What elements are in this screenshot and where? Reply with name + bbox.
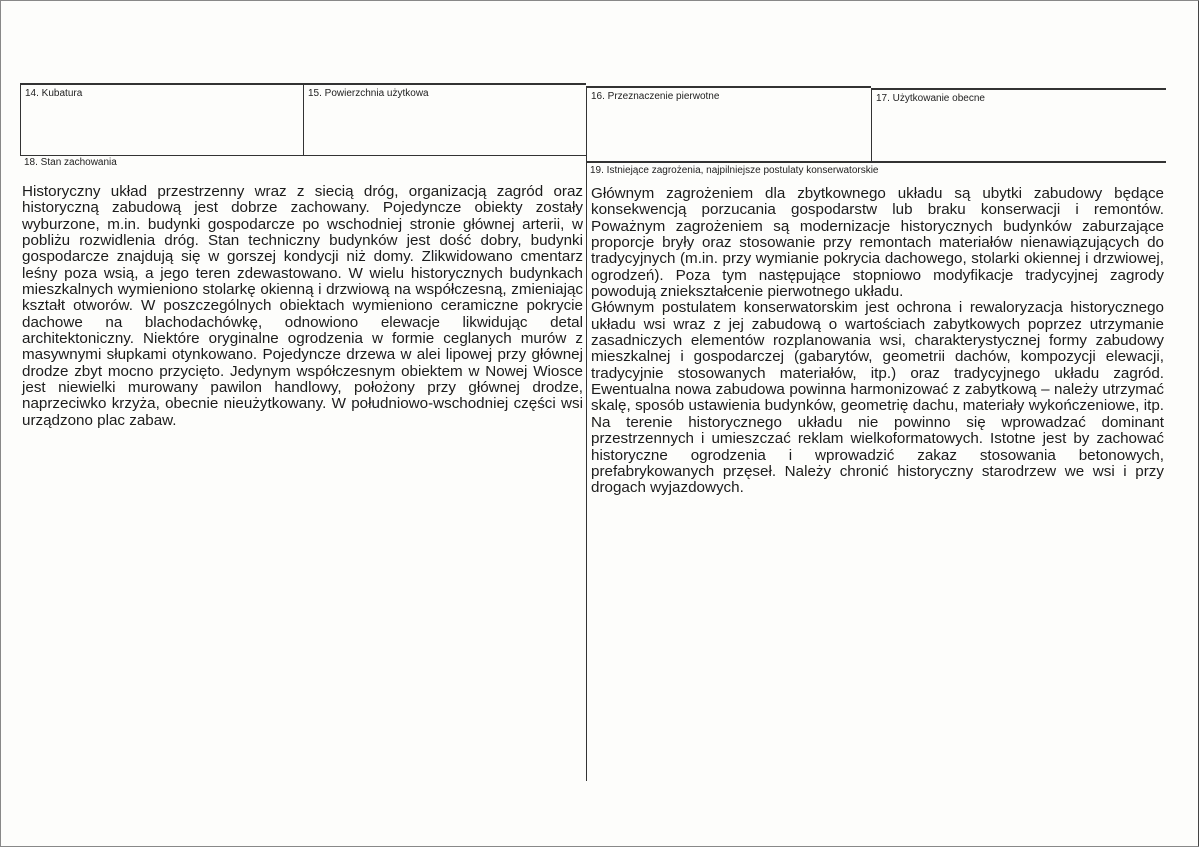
paragraph-threats: Głównym zagrożeniem dla zbytkownego układu są ubytki zabudowy będące konsekwencją porzucania gospodarstw lub braku konserwacji i remontów. Poważnym zagrożeniem są modernizacje historycznych budynków zaburzające proporcje bryły oraz stosowanie przy remontach materiałów nienawiązujących do tradycyjnych (m.in. przy wymianie pokrycia dachowego, stolarki okiennej i drzwiowej, ogrodzeń). Poza tym następujące stopniowo modyfikacje tradycyjnej zagrody powodują zniekształcenie pierwotnego układu. <box>591 185 1164 301</box>
field-text: Historyczny układ przestrzenny wraz z siecią dróg, organizacją zagród oraz historyczną zabudową jest dobrze zachowany. Pojedyncze obiekty zostały wyburzone, m.in. budynki gospodarcze po wschodniej stronie głównej arterii, w pobliżu rozwidlenia dróg. Stan techniczny budynków jest dość dobry, budynki gospodarcze znajdują się w gorszej kondycji niż domy. Zlikwidowano cmentarz leśny poza wsią, a jego teren zdewastowano. W wielu historycznych budynkach mieszkalnych wymieniono stolarkę okienną i drzwiową na współczesną, zmieniając kształt otworów. W poszczególnych obiektach wymieniono ceramiczne pokrycie dachowe na blachodachówkę, odnowiono elewacje likwidując detal architektoniczny. Niektóre oryginalne ogrodzenia w formie ceglanych murów z masywnymi słupkami otynkowano. Pojedyncze drzewa w alei lipowej przy głównej drodze zbyt mocno przycięto. Jedynym współczesnym obiektem w Nowej Wiosce jest niewielki murowany pawilon handlowy, położony przy głównej drodze, naprzeciwko krzyża, obecnie nieużytkowany. W południowo-wschodniej części wsi urządzono plac zabaw. <box>22 183 583 429</box>
paragraph-postulates: Głównym postulatem konserwatorskim jest ochrona i rewaloryzacja historycznego układu wsi wraz z jej zabudową o wartościach zabytkowych poprzez utrzymanie zasadniczych elementów rozplanowania wsi, charakterystycznej formy zabudowy mieszkalnej i gospodarczej (gabarytów, geometrii dachów, kompozycji elewacji, tradycyjnie stosowanych materiałów, itp.) oraz tradycyjnego układu zagród. Ewentualna nowa zabudowa powinna harmonizować z zabytkową – należy utrzymać skalę, sposób ustawienia budynków, geometrię dachu, materiały wykończeniowe, itp. Na terenie historycznego układu nie powinno się wprowadzać dominant przestrzennych i umieszczać reklam wielkoformatowych. Istotne jest by zachować historyczne ogrodzenia i wprowadzić zakaz stosowania betonowych, prefabrykowanych przęseł. Należy chronić historyczny starodrzew we wsi i przy drogach wyjazdowych. <box>591 299 1164 497</box>
field-label: 15. Powierzchnia użytkowa <box>308 88 429 99</box>
field-stan-zachowania <box>20 155 586 781</box>
field-text <box>591 186 1164 497</box>
field-label: 16. Przeznaczenie pierwotne <box>591 91 720 102</box>
field-label: 18. Stan zachowania <box>24 157 117 168</box>
field-kubatura <box>20 83 303 156</box>
field-label: 19. Istniejące zagrożenia, najpilniejsze postulaty konserwatorskie <box>590 165 879 176</box>
field-label: 17. Użytkowanie obecne <box>876 93 985 104</box>
field-uzytkowanie-obecne <box>871 88 1166 162</box>
field-przeznaczenie-pierwotne <box>586 86 871 159</box>
field-zagrozenia-postulaty <box>586 162 1166 782</box>
field-label: 14. Kubatura <box>25 88 83 99</box>
field-powierzchnia-uzytkowa <box>303 83 586 156</box>
